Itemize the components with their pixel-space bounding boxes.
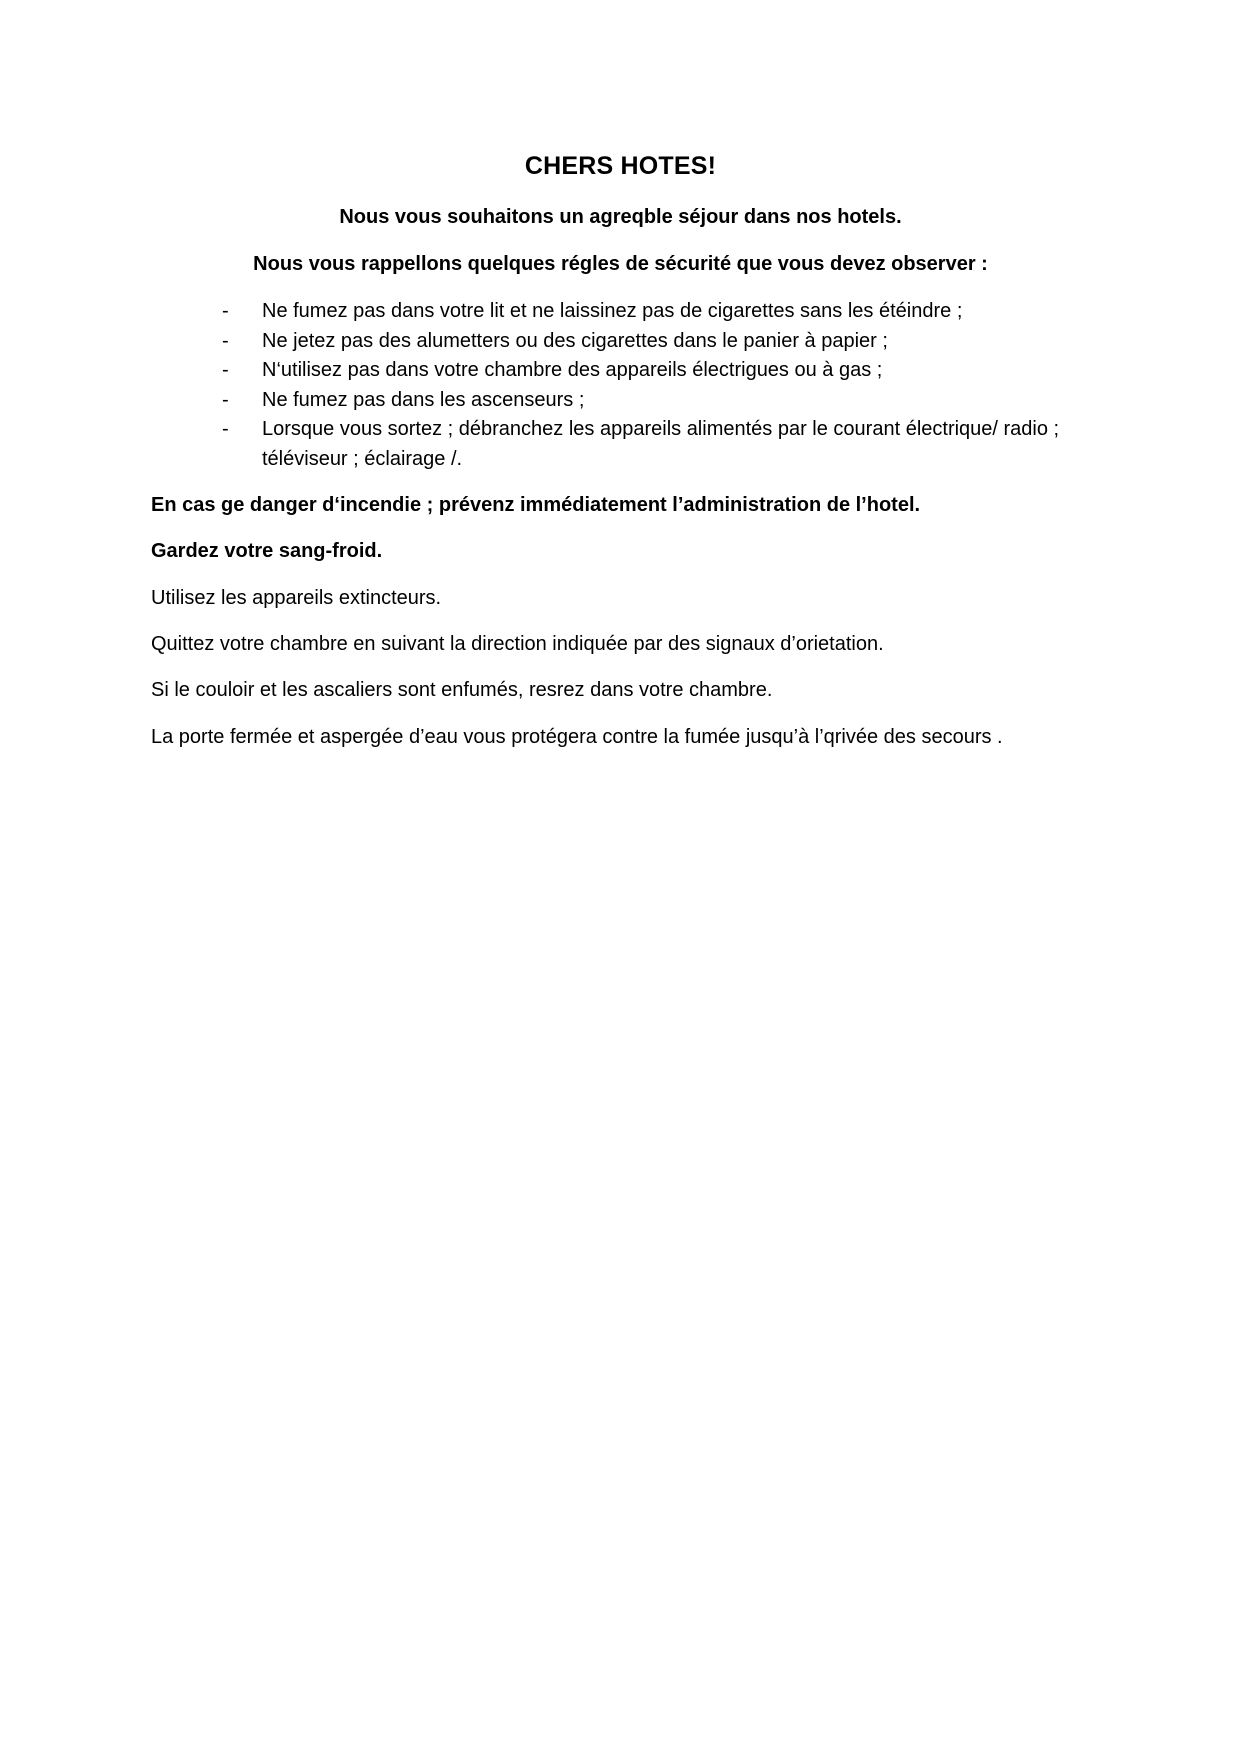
list-item xyxy=(222,415,1102,474)
rule-text: Lorsque vous sortez ; débranchez les appareils alimentés par le courant électrique/ radio ; téléviseur ; éclairage /. xyxy=(262,418,1060,470)
welcome-subtitle: Nous vous souhaitons un agreqble séjour dans nos hotels. xyxy=(339,206,902,228)
rule-text: Ne fumez pas dans les ascenseurs ; xyxy=(262,388,585,411)
list-item xyxy=(222,356,1102,386)
leave-room-note: Quittez votre chambre en suivant la direction indiquée par des signaux d’orietation. xyxy=(151,633,884,655)
keep-calm-note: Gardez votre sang-froid. xyxy=(151,540,383,562)
bullet-dash: - xyxy=(222,388,229,411)
bullet-dash: - xyxy=(222,329,229,352)
list-item xyxy=(222,327,1102,357)
list-item xyxy=(222,386,1102,416)
closed-door-note: La porte fermée et aspergée d’eau vous protégera contre la fumée jusqu’à l’qrivée des secours . xyxy=(151,726,1003,748)
rule-text: N‘utilisez pas dans votre chambre des appareils électrigues ou à gas ; xyxy=(262,359,883,381)
extinguishers-note: Utilisez les appareils extincteurs. xyxy=(151,587,442,609)
smoke-case-note: Si le couloir et les ascaliers sont enfumés, resrez dans votre chambre. xyxy=(151,679,773,701)
rule-text: Ne jetez pas des alumetters ou des cigarettes dans le panier à papier ; xyxy=(262,329,888,352)
safety-rules-intro: Nous vous rappellons quelques régles de sécurité que vous devez observer : xyxy=(253,253,988,275)
safety-rules-list xyxy=(222,297,1102,474)
page-title: CHERS HOTES! xyxy=(524,152,717,180)
bullet-dash: - xyxy=(222,300,229,322)
bullet-dash: - xyxy=(222,359,229,381)
rule-text: Ne fumez pas dans votre lit et ne laissinez pas de cigarettes sans les étéindre ; xyxy=(262,300,963,322)
fire-warning: En cas ge danger d‘incendie ; prévenz immédiatement l’administration de l’hotel. xyxy=(151,494,921,516)
bullet-dash: - xyxy=(222,418,229,440)
list-item xyxy=(222,297,1102,327)
